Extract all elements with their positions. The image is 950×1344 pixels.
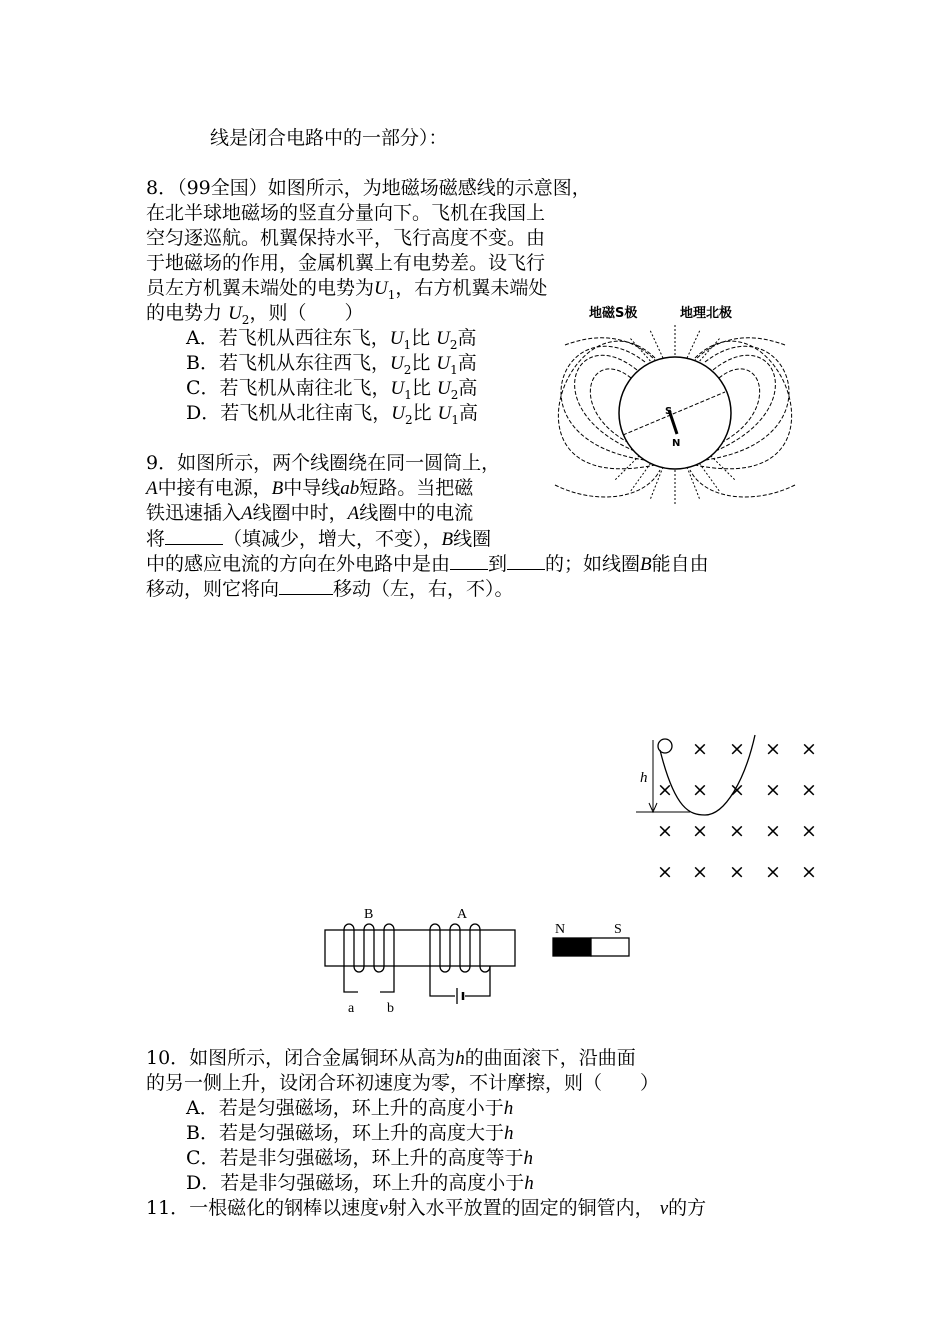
magnet-s-label: S (614, 922, 622, 937)
svg-text:×: × (765, 738, 781, 760)
ring-field-figure (630, 730, 830, 890)
height-label: h (640, 770, 648, 786)
q11-line-1: 11．一根磁化的钢棒以速度v射入水平放置的固定的铜管内， v的方 (146, 1197, 707, 1219)
blank-current-change (165, 526, 223, 545)
earth-label-n: N (672, 438, 681, 449)
terminal-a-label: a (348, 1001, 355, 1016)
q9-line-3: 铁迅速插入A线圈中时，A线圈中的电流 (146, 502, 474, 524)
terminal-b-label: b (387, 1001, 394, 1016)
q8-line-3: 空匀逐巡航。机翼保持水平，飞行高度不变。由 (146, 227, 546, 249)
q8-option-d: D．若飞机从北往南飞，$U_2$比 $U_1$高 (186, 402, 479, 427)
q8-option-c: C．若飞机从南往北飞，$U_1$比 $U_2$高 (186, 377, 478, 402)
svg-text:×: × (657, 861, 673, 883)
q8-line-4: 于地磁场的作用，金属机翼上有电势差。设飞行 (146, 252, 546, 274)
svg-text:×: × (801, 820, 817, 842)
q8-option-a: A．若飞机从西往东飞，$U_1$比 $U_2$高 (186, 327, 477, 352)
svg-text:×: × (692, 861, 708, 883)
svg-text:×: × (729, 820, 745, 842)
svg-text:×: × (657, 820, 673, 842)
q8-line-1: 8．（99全国）如图所示，为地磁场磁感线的示意图， (146, 177, 591, 199)
coil-b-label: B (364, 907, 374, 922)
coil-magnet-figure (320, 900, 640, 1020)
coil-a-label: A (457, 907, 468, 922)
q8-line-5: 员左方机翼未端处的电势为$U_1$，右方机翼未端处 (146, 277, 548, 302)
q9-line-2: A中接有电源，B中导线ab短路。当把磁 (146, 477, 474, 499)
svg-text:×: × (765, 861, 781, 883)
svg-text:×: × (692, 738, 708, 760)
svg-text:×: × (801, 779, 817, 801)
intro-line: 线是闭合电路中的一部分）： (210, 127, 448, 149)
blank-to (507, 551, 545, 570)
q10-option-d: D．若是非匀强磁场，环上升的高度小于h (186, 1172, 534, 1194)
q9-line-1: 9．如图所示，两个线圈绕在同一圆筒上， (146, 452, 501, 474)
q8-line-6: 的电势力 $U_2$，则（ ） (146, 302, 364, 327)
q9-line-4: 将 （填减少，增大，不变），B线圈 (146, 528, 492, 550)
svg-text:×: × (657, 779, 673, 801)
earth-label-left: 地磁S极 (589, 306, 638, 321)
svg-text:×: × (765, 779, 781, 801)
svg-text:×: × (801, 861, 817, 883)
svg-text:×: × (729, 861, 745, 883)
svg-text:×: × (801, 738, 817, 760)
q10-option-a: A．若是匀强磁场，环上升的高度小于h (186, 1097, 514, 1119)
blank-from (450, 551, 488, 570)
q10-line-2: 的另一侧上升，设闭合环初速度为零，不计摩擦，则（ ） (146, 1072, 660, 1094)
magnet-n-label: N (555, 922, 566, 937)
magnet-north-half (553, 938, 591, 956)
q10-line-1: 10．如图所示，闭合金属铜环从高为h的曲面滚下，沿曲面 (146, 1047, 636, 1069)
blank-direction (279, 576, 333, 595)
q10-option-c: C．若是非匀强磁场，环上升的高度等于h (186, 1147, 534, 1169)
earth-label-s: S (665, 406, 673, 417)
svg-text:×: × (729, 738, 745, 760)
svg-text:×: × (765, 820, 781, 842)
svg-text:×: × (692, 820, 708, 842)
earth-magnetic-field-figure (545, 300, 805, 525)
q8-option-b: B．若飞机从东往西飞，$U_2$比 $U_1$高 (186, 352, 477, 377)
svg-text:×: × (729, 779, 745, 801)
svg-text:×: × (692, 779, 708, 801)
earth-label-right: 地理北极 (680, 306, 733, 321)
q8-line-2: 在北半球地磁场的竖直分量向下。飞机在我国上 (146, 202, 546, 224)
q10-option-b: B．若是匀强磁场，环上升的高度大于h (186, 1122, 514, 1144)
q9-line-6: 移动，则它将向 移动（左，右，不）。 (146, 578, 514, 600)
magnet-south-half (591, 938, 629, 956)
q9-line-5: 中的感应电流的方向在外电路中是由 到 的；如线圈B能自由 (146, 553, 709, 575)
